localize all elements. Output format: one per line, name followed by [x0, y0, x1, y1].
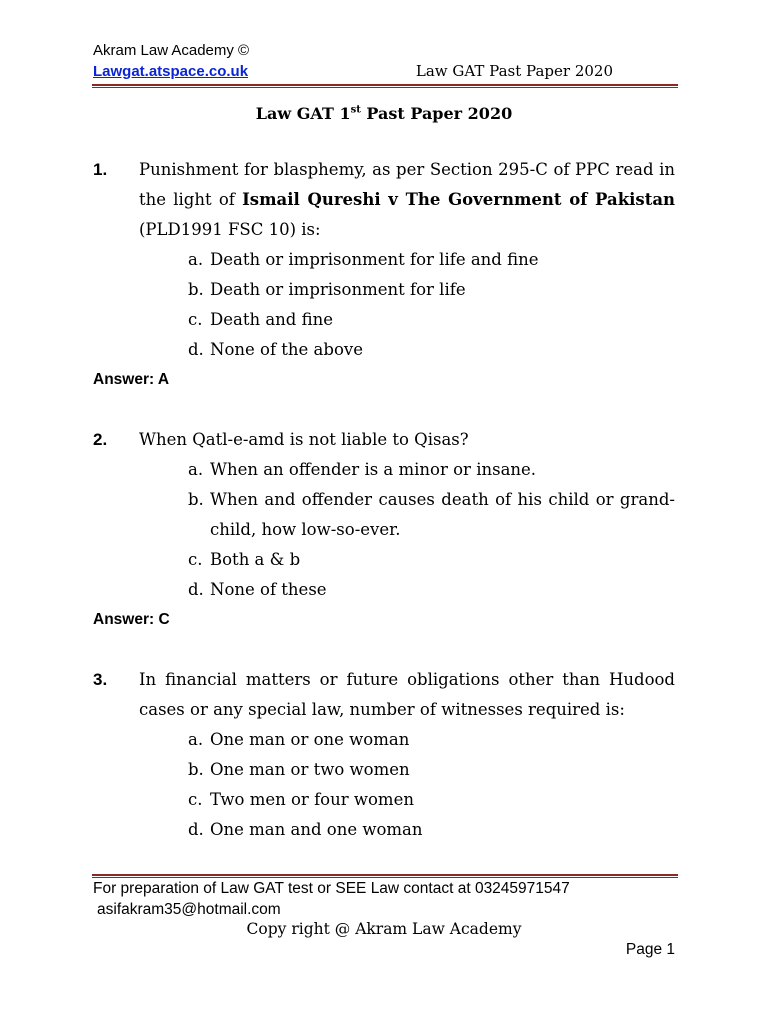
website-link[interactable]: Lawgat.atspace.co.uk: [93, 63, 249, 80]
option-b: [93, 755, 675, 785]
option-c: [93, 785, 675, 815]
option-label: b.: [188, 490, 204, 509]
stem-text: In financial matters or future obligations other than Hudood cases or any special law, number of witnesses required is:: [139, 670, 675, 719]
options-list: [93, 455, 675, 605]
option-label: b.: [188, 280, 204, 299]
question-1: [93, 155, 675, 395]
options-list: [93, 245, 675, 365]
option-text: Both a & b: [210, 550, 301, 569]
footer-email[interactable]: asifakram35@hotmail.com: [97, 901, 281, 918]
option-text: One man and one woman: [210, 820, 423, 839]
option-text: None of the above: [210, 340, 363, 359]
stem-text: Punishment for blasphemy, as per Section 295-C of PPC read in the light of: [139, 160, 675, 209]
header-paper-name: Law GAT Past Paper 2020: [415, 62, 613, 80]
option-a: [93, 725, 675, 755]
option-label: a.: [188, 730, 204, 749]
footer-contact: For preparation of Law GAT test or SEE Law contact at 03245971547: [93, 880, 570, 897]
option-text: One man or one woman: [210, 730, 410, 749]
option-text: None of these: [210, 580, 327, 599]
question-stem: [139, 665, 675, 725]
option-text: Two men or four women: [210, 790, 414, 809]
stem-text: When Qatl-e-amd is not liable to Qisas?: [139, 430, 469, 449]
question-3: [93, 665, 675, 845]
question-number: 2.: [93, 430, 108, 449]
option-label: a.: [188, 460, 204, 479]
question-stem: [139, 425, 675, 455]
option-label: b.: [188, 760, 204, 779]
page-number: Page 1: [625, 941, 675, 958]
answer-text: Answer: A: [93, 371, 170, 388]
option-a: [93, 245, 675, 275]
option-label: d.: [188, 580, 204, 599]
option-b: [93, 485, 675, 545]
answer-text: Answer: C: [93, 611, 170, 628]
footer-divider: [92, 874, 678, 878]
option-d: [93, 815, 675, 845]
header-divider: [92, 84, 678, 88]
option-text: One man or two women: [210, 760, 410, 779]
option-text: When and offender causes death of his child or grand-child, how low-so-ever.: [210, 490, 675, 539]
title-text: Law GAT 1: [255, 104, 351, 123]
options-list: [93, 725, 675, 845]
title-superscript: st: [350, 104, 361, 116]
option-label: a.: [188, 250, 204, 269]
option-c: [93, 545, 675, 575]
question-number: 1.: [93, 160, 108, 179]
option-d: [93, 335, 675, 365]
option-label: c.: [188, 790, 203, 809]
option-label: c.: [188, 550, 203, 569]
question-stem: [139, 155, 675, 245]
option-d: [93, 575, 675, 605]
stem-case-name: Ismail Qureshi v The Government of Pakistan: [242, 190, 676, 209]
option-a: [93, 455, 675, 485]
academy-name: Akram Law Academy ©: [93, 42, 250, 59]
option-label: c.: [188, 310, 203, 329]
option-label: d.: [188, 340, 204, 359]
option-label: d.: [188, 820, 204, 839]
option-b: [93, 275, 675, 305]
option-text: When an offender is a minor or insane.: [210, 460, 537, 479]
question-number: 3.: [93, 670, 108, 689]
footer-copyright: Copy right @ Akram Law Academy: [246, 920, 522, 938]
page-header: [93, 42, 613, 82]
option-text: Death or imprisonment for life: [210, 280, 466, 299]
question-2: [93, 425, 675, 635]
option-text: Death or imprisonment for life and fine: [210, 250, 539, 269]
title-text-end: Past Paper 2020: [360, 104, 513, 123]
stem-text: (PLD1991 FSC 10) is:: [139, 220, 321, 239]
option-text: Death and fine: [210, 310, 334, 329]
page-title: [0, 104, 768, 123]
option-c: [93, 305, 675, 335]
